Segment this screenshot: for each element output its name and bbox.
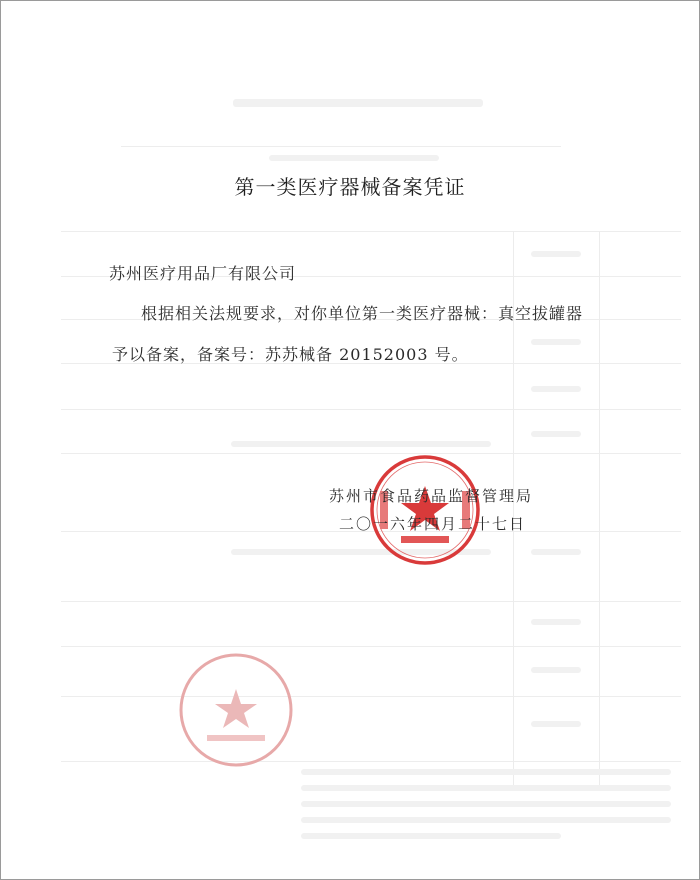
body-line-1: 根据相关法规要求，对你单位第一类医疗器械：真空拔罐器: [141, 304, 584, 323]
faint-seal-stamp: [177, 651, 295, 769]
issuing-authority: 苏州市食品药品监督管理局: [329, 487, 534, 505]
official-seal-stamp: [368, 453, 482, 567]
recipient-company: 苏州医疗用品厂有限公司: [109, 264, 297, 283]
star-icon: [215, 689, 257, 728]
body-line-2: 予以备案，备案号：苏苏械备 20152003 号。: [112, 345, 469, 364]
document-title: 第一类医疗器械备案凭证: [234, 175, 466, 199]
issue-date: 二〇一六年四月二十七日: [339, 515, 527, 533]
